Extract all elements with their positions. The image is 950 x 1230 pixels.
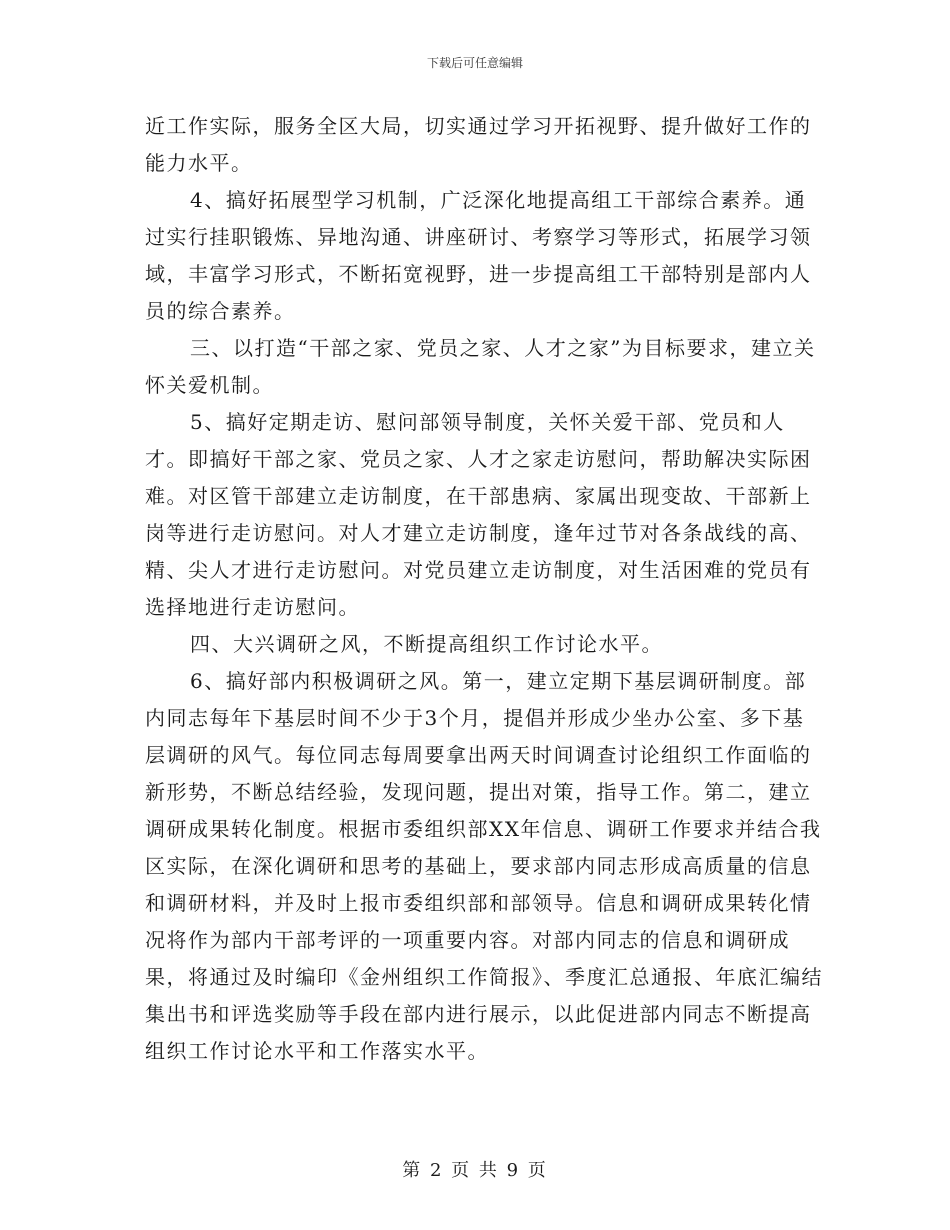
paragraph: 5、搞好定期走访、慰问部领导制度，关怀关爱干部、党员和人才。即搞好干部之家、党员之家、人才之家走访慰问，帮助解决实际困难。对区管干部建立走访制度，在干部患病、家属出现变故、干部新上岗等进行走访慰问。对人才建立走访制度，逢年过节对各条战线的高、精、尖人才进行走访慰问。对党员建立走访制度，对生活困难的党员有选择地进行走访慰问。 [145, 410, 812, 619]
document-body [145, 108, 825, 1070]
paragraph: 6、搞好部内积极调研之风。第一，建立定期下基层调研制度。部内同志每年下基层时间不少于3个月，提倡并形成少坐办公室、多下基层调研的风气。每位同志每周要拿出两天时间调查讨论组织工作面临的新形势，不断总结经验，发现问题，提出对策，指导工作。第二，建立调研成果转化制度。根据市委组织部XX年信息、调研工作要求并结合我区实际，在深化调研和思考的基础上，要求部内同志形成高质量的信息和调研材料，并及时上报市委组织部和部领导。信息和调研成果转化情况将作为部内干部考评的一项重要内容。对部内同志的信息和调研成果，将通过及时编印《金州组织工作简报》、季度汇总通报、年底汇编结集出书和评选奖励等手段在部内进行展示，以此促进部内同志不断提高组织工作讨论水平和工作落实水平。 [145, 669, 823, 1063]
section-heading: 三、以打造“干部之家、党员之家、人才之家”为目标要求，建立关怀关爱机制。 [145, 336, 816, 397]
page-number: 第 2 页 共 9 页 [402, 1160, 548, 1181]
paragraph: 4、搞好拓展型学习机制，广泛深化地提高组工干部综合素养。通过实行挂职锻炼、异地沟通、讲座研讨、考察学习等形式，拓展学习领域，丰富学习形式，不断拓宽视野，进一步提高组工干部特别是部内人员的综合素养。 [145, 188, 812, 323]
header-note: 下载后可任意编辑 [426, 56, 523, 70]
section-heading: 四、大兴调研之风，不断提高组织工作讨论水平。 [190, 632, 663, 656]
paragraph: 近工作实际，服务全区大局，切实通过学习开拓视野、提升做好工作的能力水平。 [145, 114, 812, 175]
